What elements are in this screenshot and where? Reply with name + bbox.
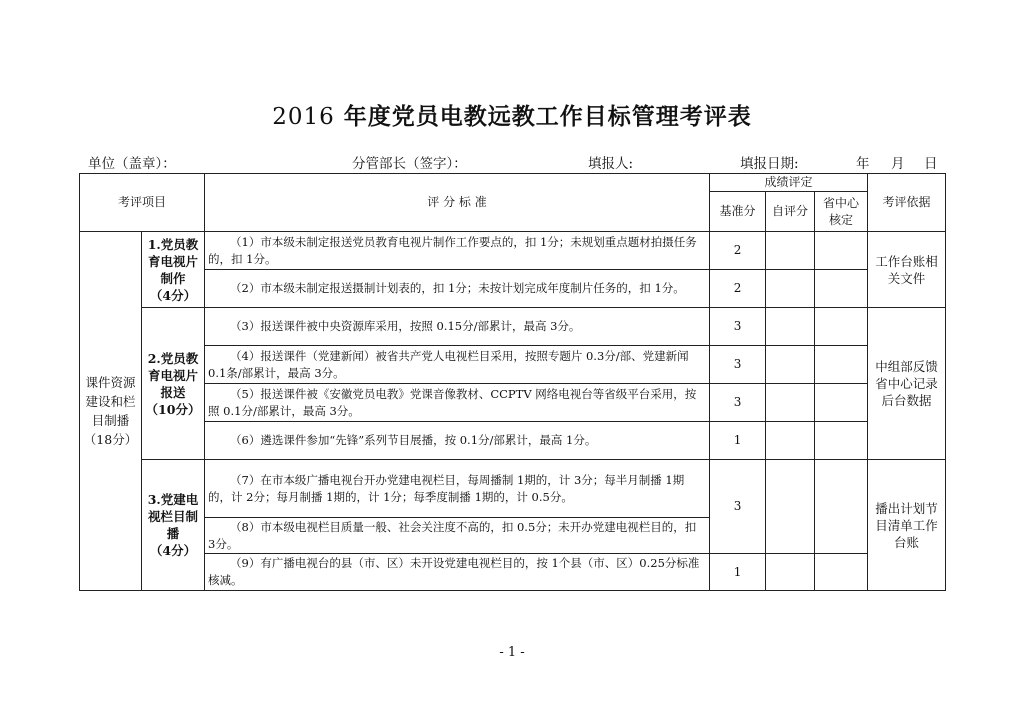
- table-row: [80, 270, 946, 308]
- reporter-label: 填报人:: [588, 156, 634, 172]
- category-name: 课件资源建设和栏目制播: [85, 375, 136, 428]
- province-score-2[interactable]: [815, 270, 868, 308]
- self-score-3[interactable]: [766, 308, 815, 346]
- base-score-3: 3: [710, 308, 766, 346]
- self-score-2[interactable]: [766, 270, 815, 308]
- criterion-4: （4）报送课件（党建新闻）被省共产党人电视栏目采用，按照专题片 0.3分/部、党建新闻 0.1条/部累计，最高 3分。: [205, 346, 710, 384]
- base-score-7: 3: [710, 460, 766, 554]
- criterion-8: （8）市本级电视栏目质量一般、社会关注度不高的，扣 0.5分；未开办党建电视栏目的，扣 3分。: [205, 518, 710, 554]
- col-header-evaluation: 成绩评定: [710, 174, 868, 192]
- self-score-6[interactable]: [766, 422, 815, 460]
- page-number: - 1 -: [499, 645, 525, 660]
- table-row: [80, 554, 946, 591]
- group-3-points: （4分）: [149, 543, 197, 558]
- group-1-cell: [142, 232, 205, 308]
- table-row: [80, 346, 946, 384]
- self-score-4[interactable]: [766, 346, 815, 384]
- group-2-basis: 中组部反馈省中心记录后台数据: [868, 308, 946, 460]
- date-year-label: 年: [856, 156, 870, 172]
- base-score-5: 3: [710, 384, 766, 422]
- self-score-1[interactable]: [766, 232, 815, 270]
- province-score-9[interactable]: [815, 554, 868, 591]
- col-header-province-score: 省中心核定: [815, 192, 868, 232]
- base-score-6: 1: [710, 422, 766, 460]
- col-header-base-score: 基准分: [710, 192, 766, 232]
- group-2-points: （10分）: [145, 401, 201, 417]
- province-score-1[interactable]: [815, 232, 868, 270]
- province-score-7[interactable]: [815, 460, 868, 554]
- province-score-4[interactable]: [815, 346, 868, 384]
- criterion-3: （3）报送课件被中央资源库采用，按照 0.15分/部累计，最高 3分。: [205, 308, 710, 346]
- group-1-name: 1.党员教育电视片制作: [147, 236, 199, 286]
- category-points: （18分）: [83, 432, 138, 447]
- base-score-2: 2: [710, 270, 766, 308]
- category-cell: [80, 232, 142, 591]
- table-row: [80, 460, 946, 518]
- dept-head-label: 分管部长（签字）：: [352, 156, 467, 172]
- group-1-points: （4分）: [149, 287, 197, 303]
- base-score-4: 3: [710, 346, 766, 384]
- criterion-9: （9）有广播电视台的县（市、区）未开设党建电视栏目的，按 1个县（市、区）0.25分标准核减。: [205, 554, 710, 591]
- group-2-name: 2.党员教育电视片报送: [147, 350, 199, 400]
- table-row: [80, 308, 946, 346]
- criterion-2: （2）市本级未制定报送摄制计划表的，扣 1分；未按计划完成年度制片任务的，扣 1分。: [205, 270, 710, 308]
- table-row: [80, 232, 946, 270]
- province-score-5[interactable]: [815, 384, 868, 422]
- self-score-9[interactable]: [766, 554, 815, 591]
- date-month-label: 月: [891, 156, 905, 172]
- criterion-5: （5）报送课件被《安徽党员电教》党课音像教材、CCPTV 网络电视台等省级平台采用，按照 0.1分/部累计，最高 3分。: [205, 384, 710, 422]
- base-score-1: 2: [710, 232, 766, 270]
- report-date-label: 填报日期:: [740, 156, 799, 172]
- table-header-row: [80, 174, 946, 192]
- table-row: [80, 384, 946, 422]
- group-3-cell: [142, 460, 205, 591]
- date-day-label: 日: [924, 156, 938, 172]
- province-score-6[interactable]: [815, 422, 868, 460]
- group-1-basis: 工作台账相关文件: [868, 232, 946, 308]
- self-score-5[interactable]: [766, 384, 815, 422]
- self-score-7[interactable]: [766, 460, 815, 554]
- province-score-3[interactable]: [815, 308, 868, 346]
- group-2-cell: [142, 308, 205, 460]
- group-3-name: 3.党建电视栏目制播: [147, 492, 199, 541]
- col-header-item: 考评项目: [80, 174, 205, 232]
- col-header-criteria: 评 分 标 准: [205, 174, 710, 232]
- group-3-basis: 播出计划节目清单工作台账: [868, 460, 946, 591]
- col-header-self-score: 自评分: [766, 192, 815, 232]
- unit-label: 单位（盖章）：: [88, 156, 176, 172]
- criterion-1: （1）市本级未制定报送党员教育电视片制作工作要点的，扣 1分；未规划重点题材拍摄任务的，扣 1分。: [205, 232, 710, 270]
- evaluation-table: [79, 173, 946, 591]
- col-header-basis: 考评依据: [868, 174, 946, 232]
- base-score-9: 1: [710, 554, 766, 591]
- criterion-6: （6）遴选课件参加“先锋”系列节目展播，按 0.1分/部累计，最高 1分。: [205, 422, 710, 460]
- table-row: [80, 422, 946, 460]
- criterion-7: （7）在市本级广播电视台开办党建电视栏目，每周播制 1期的，计 3分；每半月制播 1期的，计 2分；每月制播 1期的，计 1分；每季度制播 1期的，计 0.5分。: [205, 460, 710, 518]
- page-title: 2016 年度党员电教远教工作目标管理考评表: [272, 103, 752, 130]
